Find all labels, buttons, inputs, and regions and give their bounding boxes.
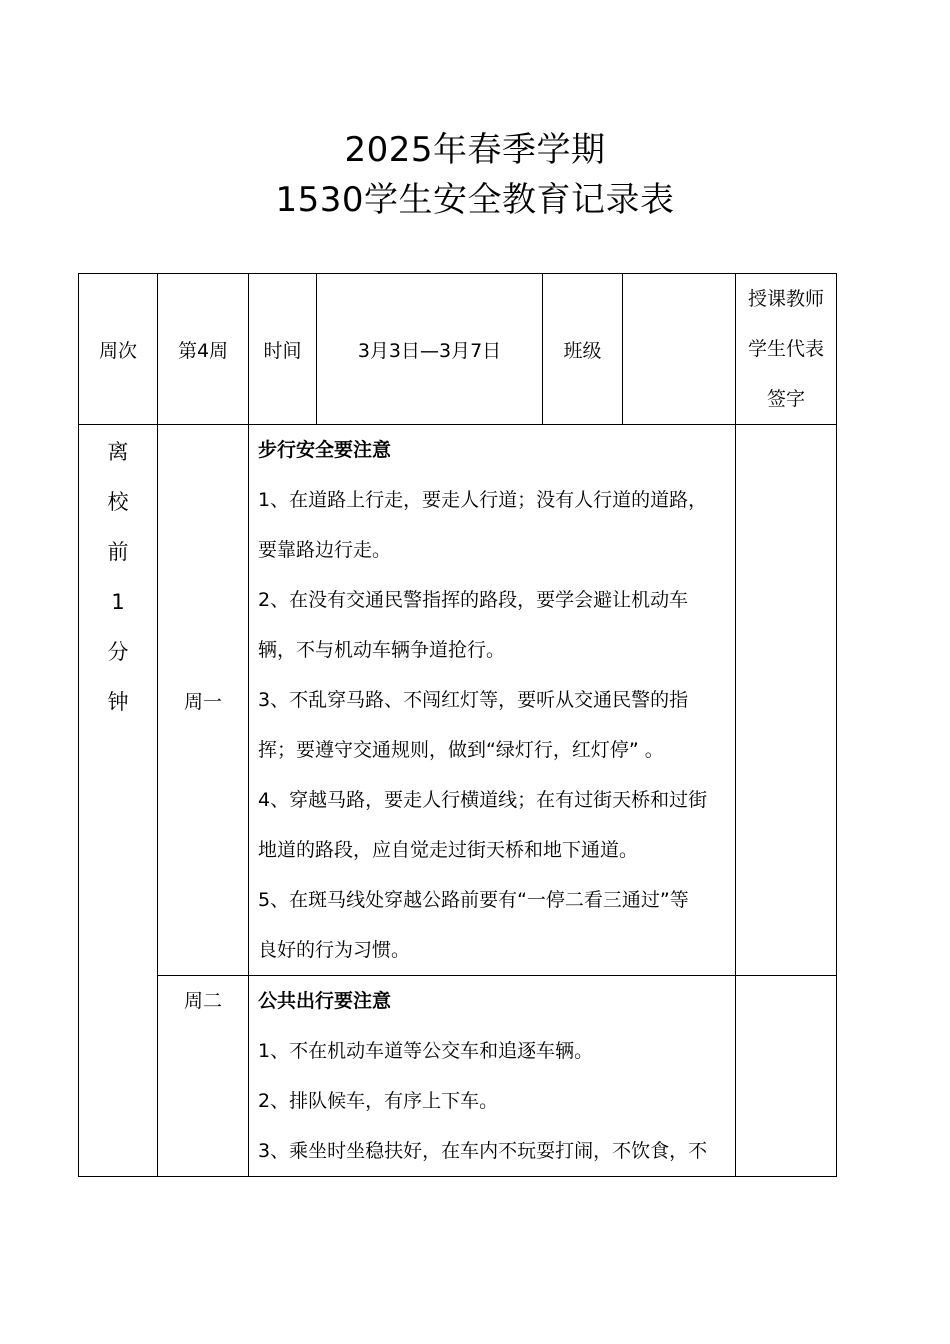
content-line: 4、穿越马路，要走人行横道线；在有过街天桥和过街 [258,789,708,811]
section-label [79,425,158,1177]
day-label-monday: 周一 [158,425,249,976]
content-line: 3、乘坐时坐稳扶好，在车内不玩耍打闹，不饮食，不 [258,1140,708,1162]
content-line: 3、不乱穿马路、不闯红灯等，要听从交通民警的指 [258,689,689,711]
monday-content [249,425,736,976]
section-char: 分 [107,640,129,664]
content-line: 要靠路边行走。 [258,539,392,561]
content-line: 良好的行为习惯。 [258,939,411,961]
week-label: 周次 [79,274,158,425]
time-label: 时间 [249,274,317,425]
tuesday-signature-cell[interactable] [736,976,837,1177]
monday-heading: 步行安全要注意 [258,439,392,461]
class-value[interactable] [623,274,736,425]
document-title-line2: 1530学生安全教育记录表 [275,180,675,220]
monday-row [79,425,837,976]
section-char: 前 [107,540,129,564]
section-char: 校 [107,490,129,514]
class-label: 班级 [543,274,623,425]
signature-header [736,274,837,425]
teacher-label: 授课教师 [747,288,824,310]
content-line: 辆，不与机动车辆争道抢行。 [258,639,506,661]
tuesday-content [249,976,736,1177]
content-line: 1、在道路上行走，要走人行道；没有人行道的道路， [258,489,708,511]
safety-record-table [78,273,837,1177]
tuesday-heading: 公共出行要注意 [258,990,392,1012]
content-line: 挥；要遵守交通规则，做到“绿灯行，红灯停” 。 [258,739,664,761]
section-char: 离 [107,440,129,464]
header-row [79,274,837,425]
week-value: 第4周 [158,274,249,425]
content-line: 地道的路段，应自觉走过街天桥和地下通道。 [258,839,639,861]
day-label-tuesday: 周二 [158,976,249,1177]
section-char: 钟 [107,690,129,714]
student-rep-label: 学生代表 [747,338,824,360]
time-value: 3月3日—3月7日 [317,274,543,425]
monday-signature-cell[interactable] [736,425,837,976]
document-title-line1: 2025年春季学期 [344,130,606,170]
sign-label: 签字 [766,388,805,410]
section-char: 1 [111,590,125,614]
tuesday-row [79,976,837,1177]
content-line: 2、在没有交通民警指挥的路段，要学会避让机动车 [258,589,689,611]
content-line: 2、排队候车，有序上下车。 [258,1090,499,1112]
content-line: 1、不在机动车道等公交车和追逐车辆。 [258,1040,594,1062]
content-line: 5、在斑马线处穿越公路前要有“一停二看三通过”等 [258,889,689,911]
